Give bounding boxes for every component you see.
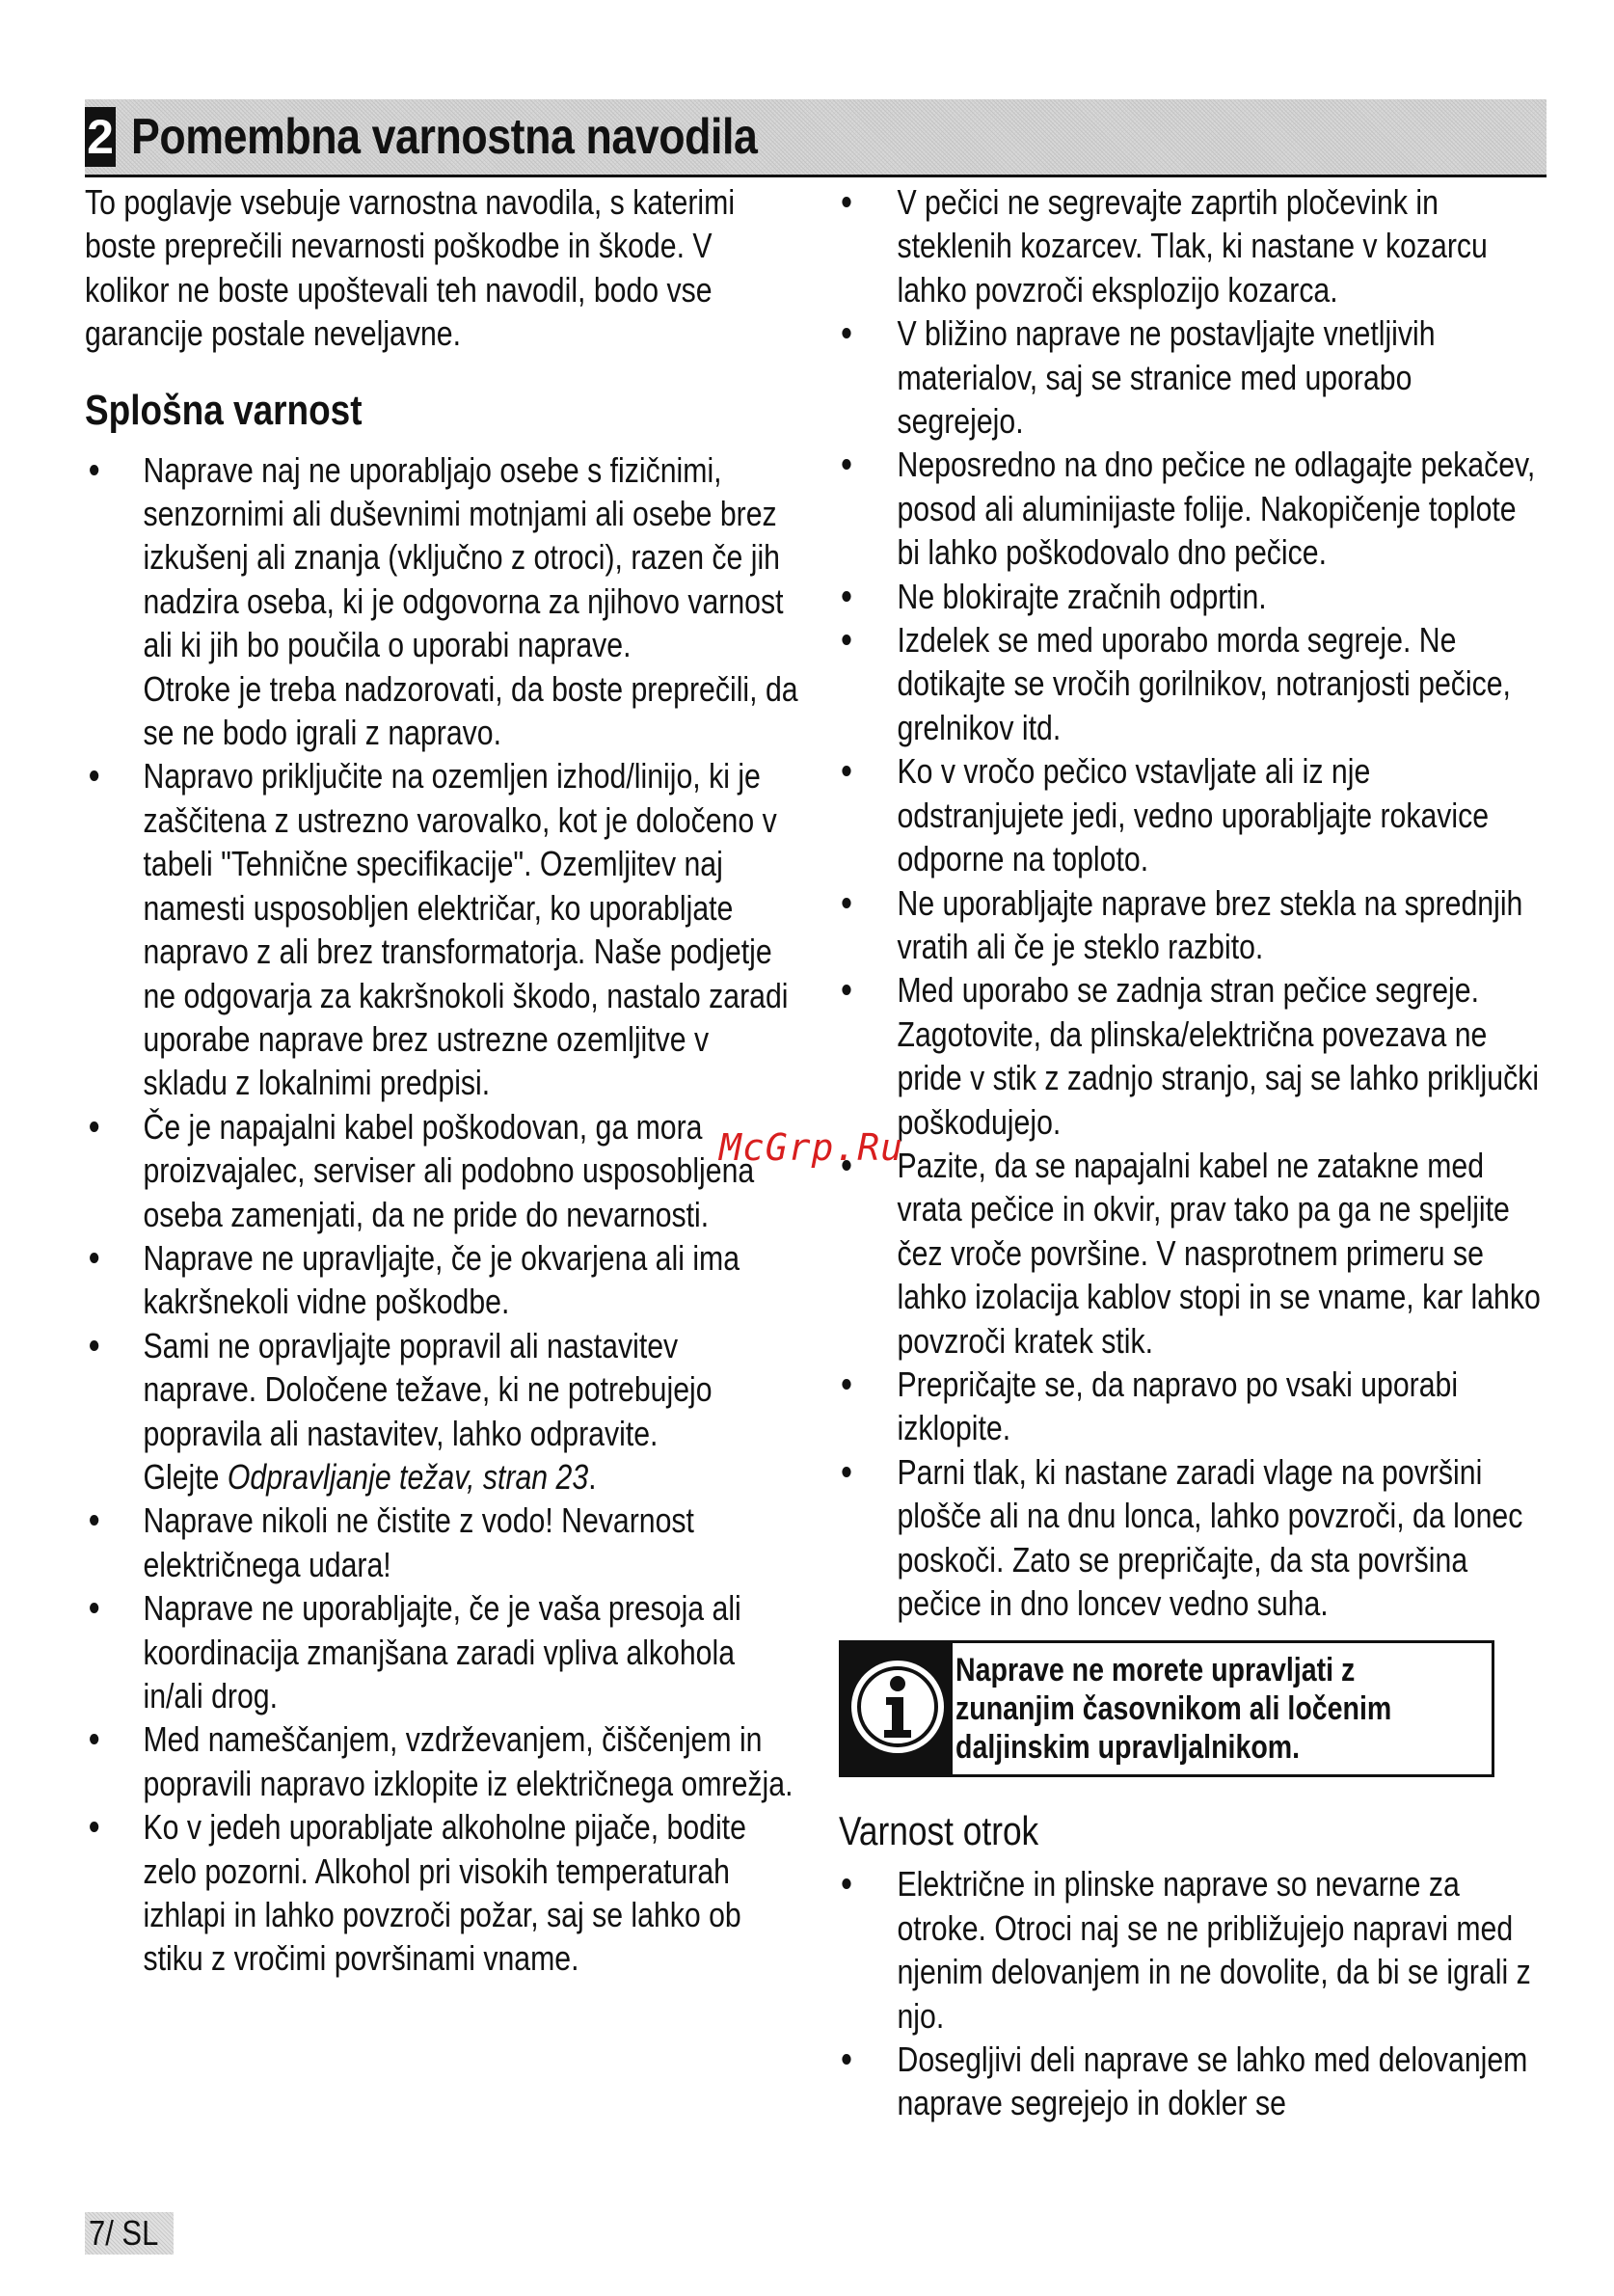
- list-item: Naprave naj ne uporabljajo osebe s fizičnimi, senzornimi ali duševnimi motnjami ali osebe brez izkušenj ali znanja (vključno z otroci), razen če jih nadzira oseba, ki je odgovorna za njihovo varnost ali ki jih bo poučila o uporabi naprave. Otroke je treba nadzorovati, da boste preprečili, da se ne bodo igrali z napravo.: [85, 448, 798, 755]
- list-item: Prepričajte se, da napravo po vsaki uporabi izklopite.: [839, 1363, 1543, 1450]
- bullet-icon: [842, 766, 850, 776]
- bullet-icon: [842, 591, 850, 602]
- list-item: Med uporabo se zadnja stran pečice segreje. Zagotovite, da plinska/električna povezava ne pride v stik z zadnjo stranjo, saj se lahko priključki poškodujejo.: [839, 968, 1543, 1144]
- bullet-icon: [842, 985, 850, 995]
- chapter-header: [85, 99, 1547, 177]
- list-item: Napravo priključite na ozemljen izhod/linijo, ki je zaščitena z ustrezno varovalko, kot je določeno v tabeli "Tehnične specifikacije". Ozemljitev naj namesti usposobljen električar, ko uporabljate napravo z ali brez transformatorja. Naše podjetje ne odgovarja za kakršnokoli škodo, nastalo zaradi uporabe naprave brez ustrezne ozemljitve v skladu z lokalnimi predpisi.: [85, 754, 798, 1104]
- general-safety-heading: Splošna varnost: [85, 386, 363, 434]
- bullet-icon: [842, 898, 850, 908]
- list-item: Naprave nikoli ne čistite z vodo! Nevarnost električnega udara!: [85, 1499, 798, 1586]
- bullet-icon: [90, 1515, 98, 1526]
- bullet-icon: [842, 635, 850, 645]
- bullet-icon: [90, 465, 98, 475]
- list-item: Naprave ne upravljajte, če je okvarjena ali ima kakršnekoli vidne poškodbe.: [85, 1236, 798, 1324]
- info-note-box: [839, 1640, 1494, 1777]
- bullet-icon: [90, 1734, 98, 1744]
- list-item: Parni tlak, ki nastane zaradi vlage na površini plošče ali na dnu lonca, lahko povzroči, da lonec poskoči. Zato se prepričajte, da sta površina pečice in dno loncev vedno suha.: [839, 1450, 1543, 1626]
- left-column: [85, 180, 798, 1981]
- list-item: V bližino naprave ne postavljajte vnetljivih materialov, saj se stranice med uporabo segrejejo.: [839, 311, 1543, 443]
- list-item: Neposredno na dno pečice ne odlagajte pekačev, posod ali aluminijaste folije. Nakopičenje toplote bi lahko poškodovalo dno pečice.: [839, 443, 1543, 574]
- list-item: Med nameščanjem, vzdrževanjem, čiščenjem in popravili napravo izklopite iz električnega omrežja.: [85, 1717, 798, 1805]
- list-item: Sami ne opravljajte popravil ali nastavitev naprave. Določene težave, ki ne potrebujejo popravila ali nastavitev, lahko odpravite. Glejte Odpravljanje težav, stran 23.: [85, 1324, 798, 1499]
- list-item: Ne blokirajte zračnih odprtin.: [839, 575, 1543, 618]
- troubleshooting-reference: Odpravljanje težav, stran 23: [227, 1456, 589, 1497]
- info-icon: [842, 1643, 953, 1774]
- list-item: Naprave ne uporabljajte, če je vaša presoja ali koordinacija zmanjšana zaradi vpliva alkohola in/ali drog.: [85, 1586, 798, 1717]
- bullet-icon: [842, 2054, 850, 2065]
- bullet-icon: [842, 197, 850, 207]
- list-item: Ne uporabljajte naprave brez stekla na sprednjih vratih ali če je steklo razbito.: [839, 881, 1543, 969]
- watermark: McGrp.Ru: [719, 1126, 904, 1169]
- list-item: Električne in plinske naprave so nevarne za otroke. Otroci naj se ne približujejo napravi med njenim delovanjem in ne dovolite, da bi se igrali z njo.: [839, 1862, 1543, 2038]
- chapter-number-badge: 2: [85, 107, 116, 167]
- right-column: [839, 180, 1543, 2125]
- list-item: Ko v jedeh uporabljate alkoholne pijače, bodite zelo pozorni. Alkohol pri visokih temperaturah izhlapi in lahko povzroči požar, saj se lahko ob stiku z vročimi površinami vname.: [85, 1805, 798, 1981]
- bullet-icon: [842, 459, 850, 470]
- bullet-icon: [90, 1603, 98, 1613]
- bullet-icon: [842, 1379, 850, 1390]
- general-safety-list: [85, 448, 798, 1981]
- oven-safety-list: [839, 180, 1543, 1625]
- chapter-title: Pomembna varnostna navodila: [131, 109, 758, 165]
- page-number: 7/ SL: [85, 2212, 174, 2255]
- info-note-text: Naprave ne morete upravljati z zunanjim časovnikom ali ločenim daljinskim upravljalnikom.: [955, 1652, 1392, 1767]
- bullet-icon: [90, 770, 98, 781]
- bullet-icon: [90, 1121, 98, 1132]
- list-item: Dosegljivi deli naprave se lahko med delovanjem naprave segrejejo in dokler se: [839, 2038, 1543, 2125]
- list-item: Pazite, da se napajalni kabel ne zatakne med vrata pečice in okvir, prav tako pa ga ne speljite čez vroče površine. V nasprotnem primeru se lahko izolacija kablov stopi in se vname, kar lahko povzroči kratek stik.: [839, 1144, 1543, 1363]
- bullet-icon: [90, 1340, 98, 1351]
- list-item: V pečici ne segrevajte zaprtih pločevink in steklenih kozarcev. Tlak, ki nastane v kozarcu lahko povzroči eksplozijo kozarca.: [839, 180, 1543, 311]
- bullet-icon: [90, 1253, 98, 1263]
- list-item: Izdelek se med uporabo morda segreje. Ne dotikajte se vročih gorilnikov, notranjosti pečice, grelnikov itd.: [839, 618, 1543, 749]
- bullet-icon: [842, 1878, 850, 1889]
- child-safety-list: [839, 1862, 1543, 2124]
- bullet-icon: [842, 1467, 850, 1477]
- bullet-icon: [842, 328, 850, 338]
- intro-paragraph: To poglavje vsebuje varnostna navodila, s katerimi boste preprečili nevarnosti poškodbe in škode. V kolikor ne boste upoštevali teh navodil, bodo vse garancije postale neveljavne.: [85, 182, 736, 354]
- bullet-icon: [90, 1822, 98, 1832]
- list-item: Ko v vročo pečico vstavljate ali iz nje odstranjujete jedi, vedno uporabljajte rokavice odporne na toploto.: [839, 749, 1543, 880]
- list-item: Če je napajalni kabel poškodovan, ga mora proizvajalec, serviser ali podobno usposobljena oseba zamenjati, da ne pride do nevarnosti.: [85, 1105, 798, 1236]
- child-safety-heading: Varnost otrok: [839, 1808, 1039, 1854]
